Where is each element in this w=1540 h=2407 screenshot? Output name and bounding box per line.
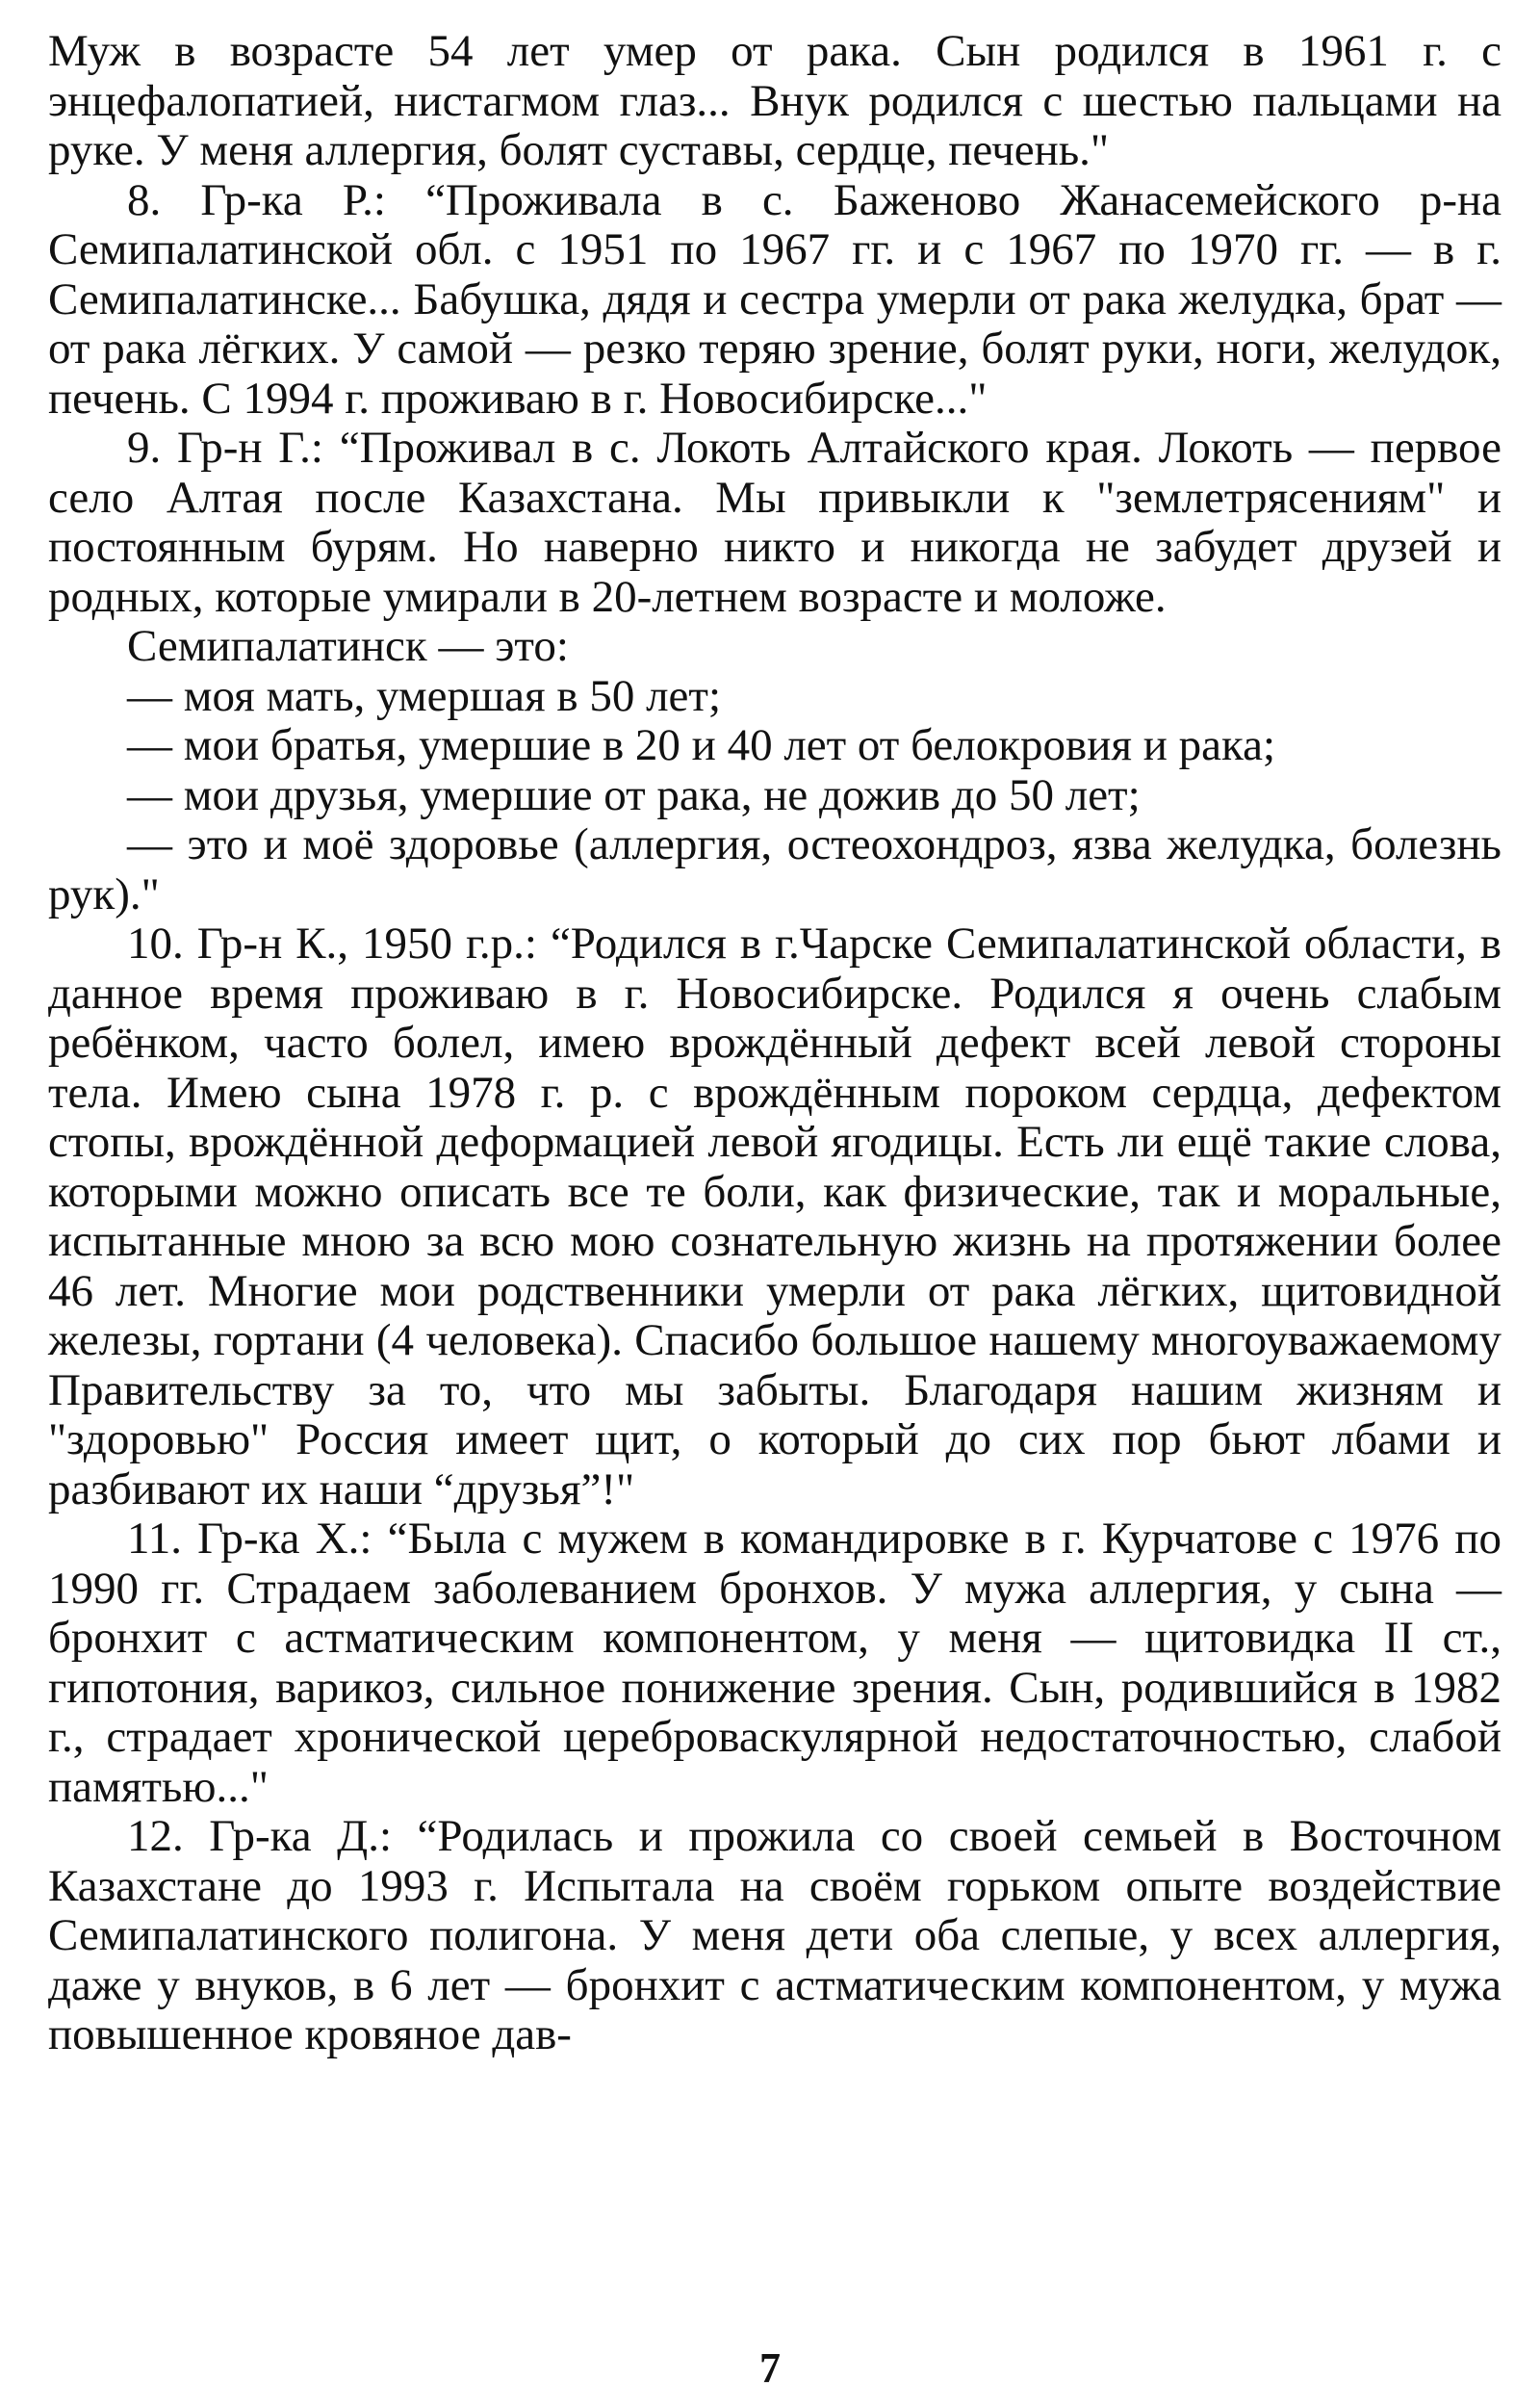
paragraph-continuation: Муж в возрасте 54 лет умер от рака. Сын родился в 1961 г. с энцефалопатией, нистагмом глаз... Внук родился с шестью пальцами на руке. У меня аллергия, болят суставы, сердце, печень.": [48, 26, 1502, 175]
list-item-friends: — мои друзья, умершие от рака, не дожив до 50 лет;: [127, 769, 1141, 820]
document-page: [48, 27, 1502, 2060]
list-item-mother: — моя мать, умершая в 50 лет;: [127, 670, 722, 721]
paragraph-testimony-12: 12. Гр-ка Д.: “Родилась и прожила со своей семьей в Восточном Казахстане до 1993 г. Испытала на своём горьком опыте воздействие Семипалатинского полигона. У меня дети оба слепые, у всех аллергия, даже у внуков, в 6 лет — бронхит с астматическим компонентом, у мужа повышенное кровяное дав-: [48, 1811, 1502, 2059]
paragraph-testimony-9: 9. Гр-н Г.: “Проживал в с. Локоть Алтайского края. Локоть — первое село Алтая после Казахстана. Мы привыкли к "землетрясениям" и постоянным бурям. Но наверно никто и никогда не забудет друзей и родных, которые умирали в 20-летнем возрасте и моложе.: [48, 423, 1502, 622]
list-item-health: — это и моё здоровье (аллергия, остеохондроз, язва желудка, болезнь рук).": [48, 819, 1502, 919]
page-number: 7: [759, 2344, 781, 2392]
paragraph-testimony-8: 8. Гр-ка Р.: “Проживала в с. Баженово Жанасемейского р-на Семипалатинской обл. с 1951 по 1967 гг. и с 1967 по 1970 гг. — в г. Семипалатинске... Бабушка, дядя и сестра умерли от рака желудка, брат — от рака лёгких. У самой — резко теряю зрение, болят руки, ноги, желудок, печень. С 1994 г. проживаю в г. Новосибирске...": [48, 174, 1502, 424]
paragraph-testimony-11: 11. Гр-ка Х.: “Была с мужем в командировке в г. Курчатове с 1976 по 1990 гг. Страдаем заболеванием бронхов. У мужа аллергия, у сына — бронхит с астматическим компонентом, у меня — щитовидка II ст., гипотония, варикоз, сильное понижение зрения. Сын, родившийся в 1982 г., страдает хронической цереброваскулярной недостаточностью, слабой памятью...": [48, 1514, 1502, 1812]
paragraph-testimony-10: 10. Гр-н К., 1950 г.р.: “Родился в г.Чарске Семипалатинской области, в данное время проживаю в г. Новосибирске. Родился я очень слабым ребёнком, часто болел, имею врождённый дефект всей левой стороны тела. Имею сына 1978 г. р. с врождённым пороком сердца, дефектом стопы, врождённой деформацией левой ягодицы. Есть ли ещё такие слова, которыми можно описать все те боли, как физические, так и моральные, испытанные мною за всю мою сознательную жизнь на протяжении более 46 лет. Многие мои родственники умерли от рака лёгких, щитовидной железы, гортани (4 человека). Спасибо большое нашему многоуважаемому Правительству за то, что мы забыты. Благодаря нашим жизням и "здоровью" Россия имеет щит, о который до сих пор бьют лбами и разбивают их наши “друзья”!": [48, 919, 1502, 1514]
list-item-brothers: — мои братья, умершие в 20 и 40 лет от белокровия и рака;: [127, 720, 1276, 770]
paragraph-semipalatinsk-intro: Семипалатинск — это:: [127, 621, 569, 671]
